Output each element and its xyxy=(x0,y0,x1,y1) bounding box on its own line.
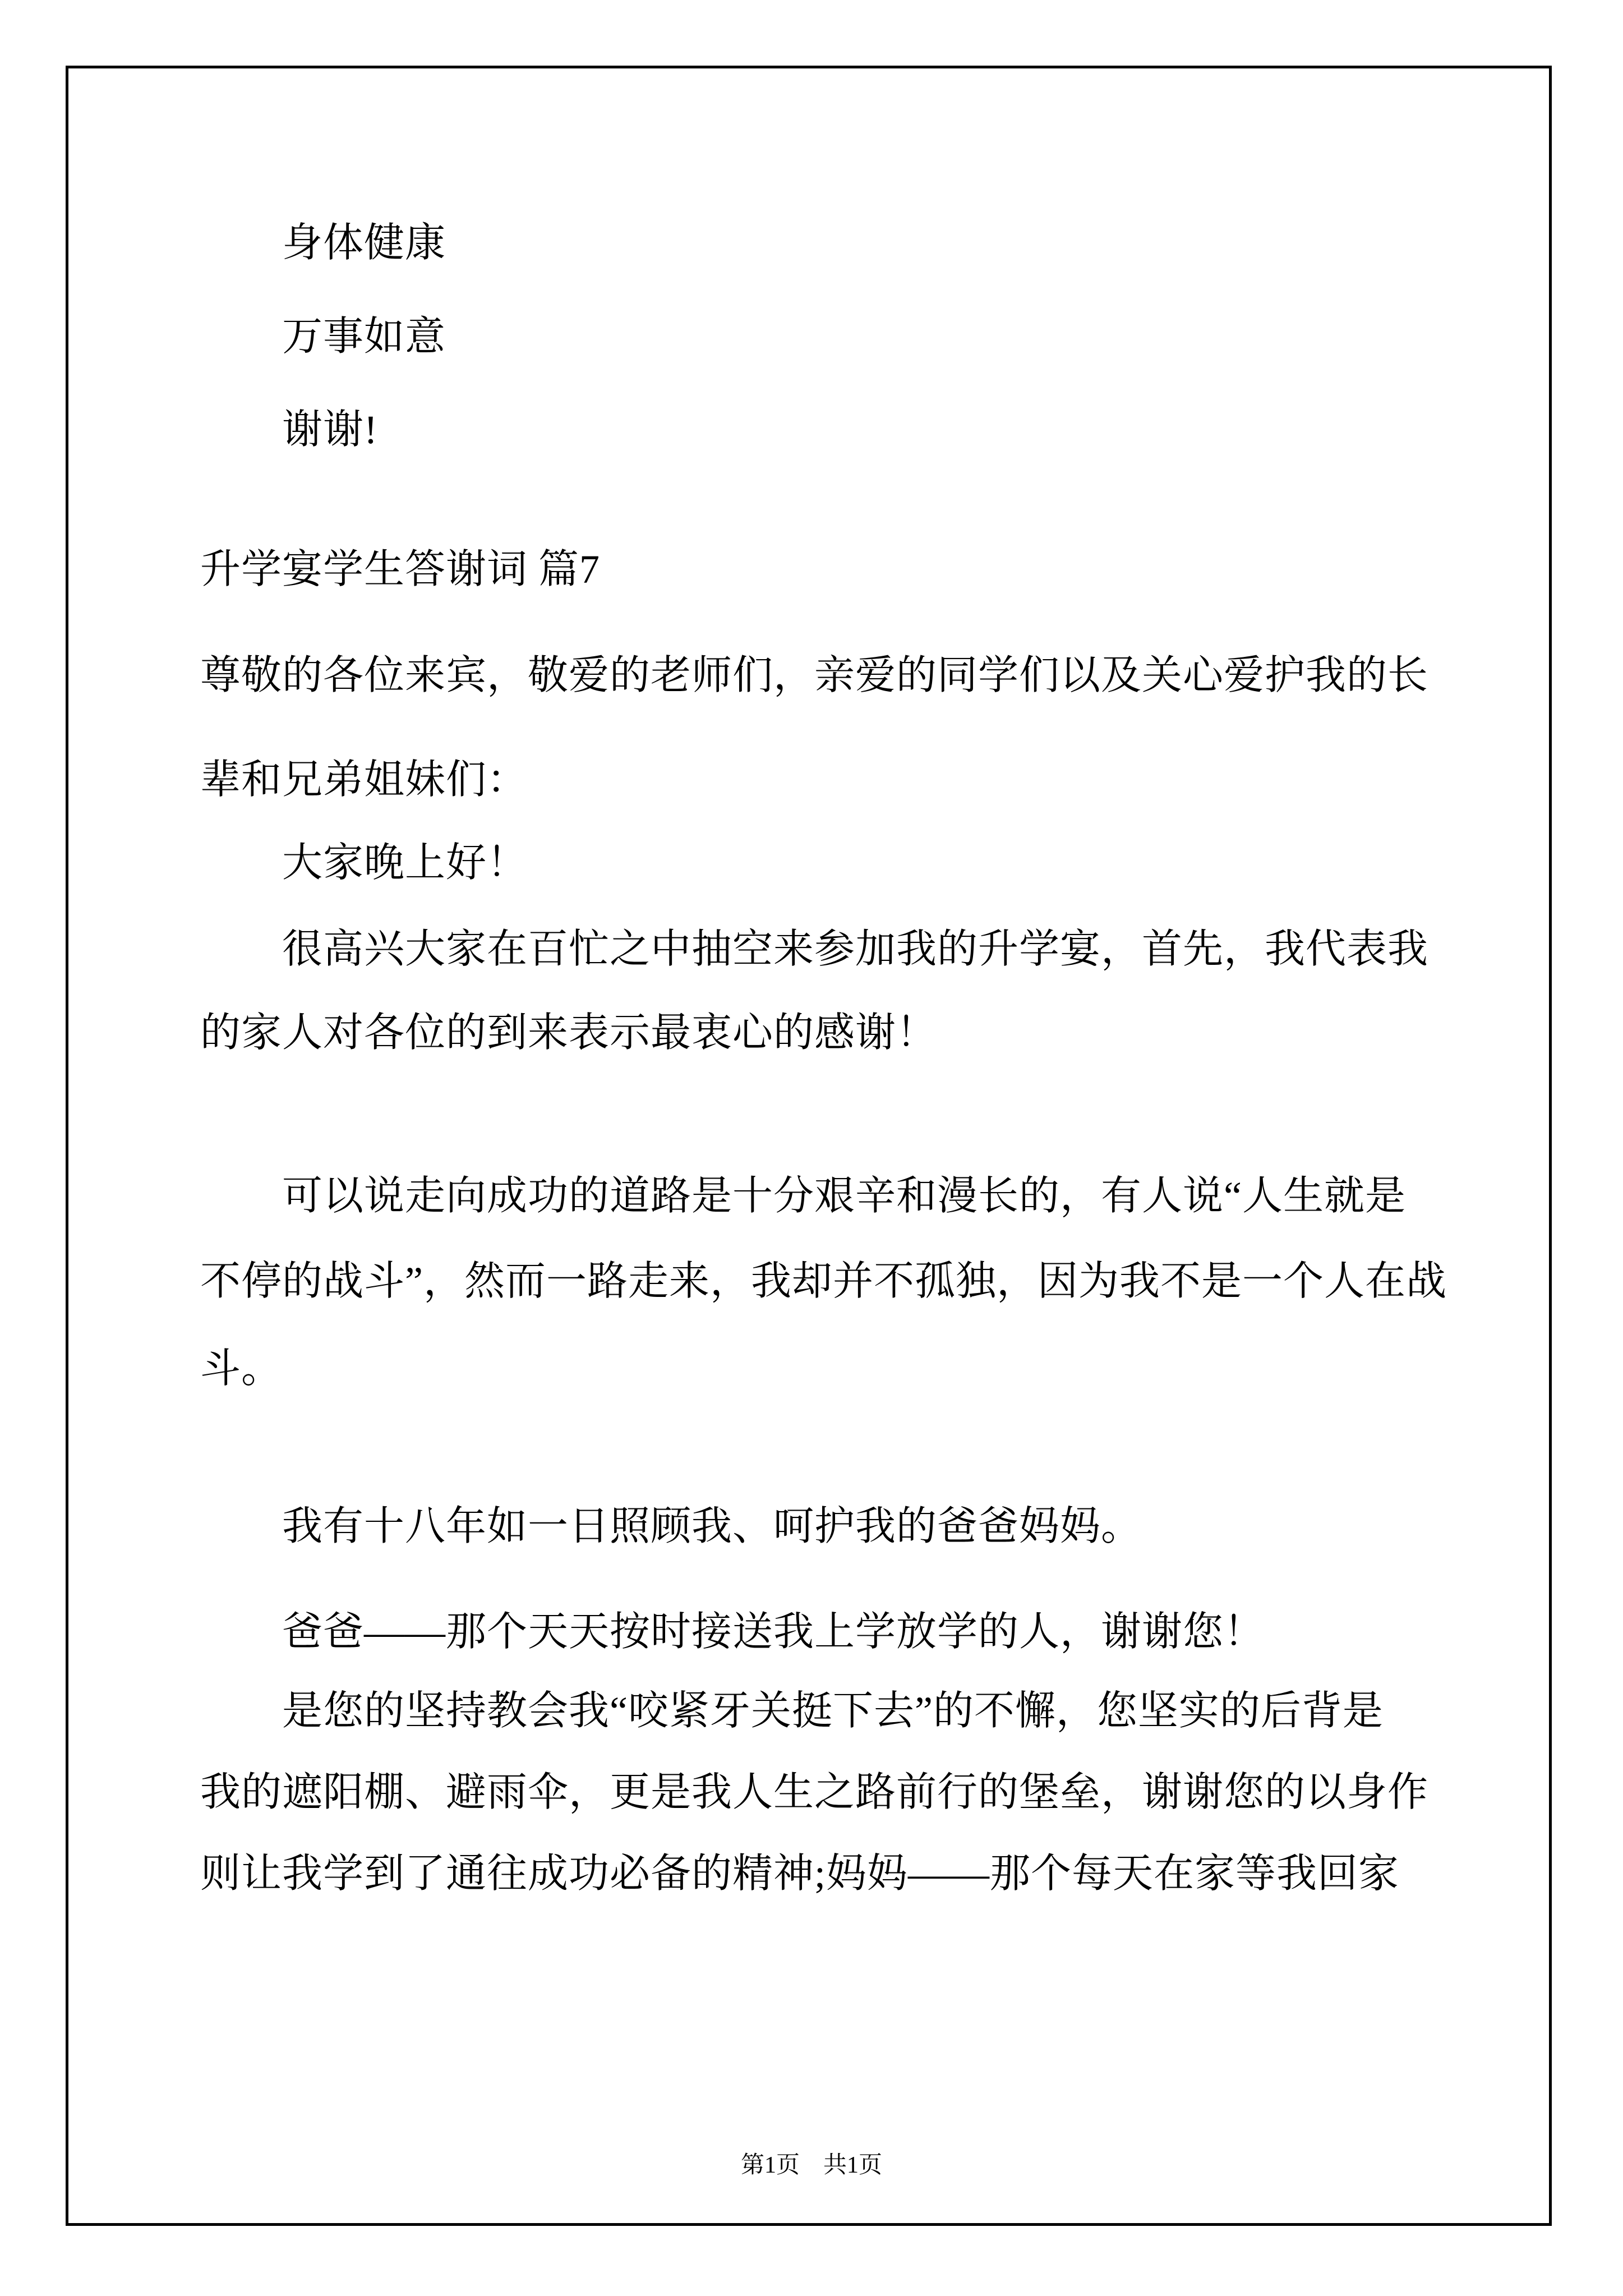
body-line: 是您的坚持教会我“咬紧牙关挺下去”的不懈，您坚实的后背是 xyxy=(282,1688,1384,1733)
body-line: 我有十八年如一日照顾我、呵护我的爸爸妈妈。 xyxy=(282,1504,1142,1549)
greeting-line: 大家晚上好！ xyxy=(282,840,528,885)
body-line: 斗。 xyxy=(200,1346,283,1391)
body-line: 我的遮阳棚、避雨伞，更是我人生之路前行的堡垒，谢谢您的以身作 xyxy=(200,1770,1429,1815)
body-line: 的家人对各位的到来表示最衷心的感谢！ xyxy=(200,1010,938,1055)
blessing-line: 万事如意 xyxy=(282,314,446,359)
body-line: 爸爸——那个天天按时接送我上学放学的人，谢谢您！ xyxy=(282,1609,1265,1654)
body-line: 很高兴大家在百忙之中抽空来参加我的升学宴，首先，我代表我 xyxy=(282,927,1429,972)
section-title: 升学宴学生答谢词 篇7 xyxy=(200,547,601,592)
blessing-line: 谢谢! xyxy=(282,407,378,452)
blessing-line: 身体健康 xyxy=(282,220,446,265)
body-line: 则让我学到了通往成功必备的精神;妈妈——那个每天在家等我回家 xyxy=(200,1851,1400,1896)
salutation-line: 尊敬的各位来宾，敬爱的老师们，亲爱的同学们以及关心爱护我的长 xyxy=(200,653,1429,698)
footer-page-info: 第1页 共1页 xyxy=(740,2152,882,2178)
page-border-frame xyxy=(66,66,1552,2226)
body-line: 不停的战斗”，然而一路走来，我却并不孤独，因为我不是一个人在战 xyxy=(200,1259,1447,1304)
body-line: 可以说走向成功的道路是十分艰辛和漫长的，有人说“人生就是 xyxy=(282,1174,1406,1218)
salutation-line: 辈和兄弟姐妹们： xyxy=(200,757,528,802)
